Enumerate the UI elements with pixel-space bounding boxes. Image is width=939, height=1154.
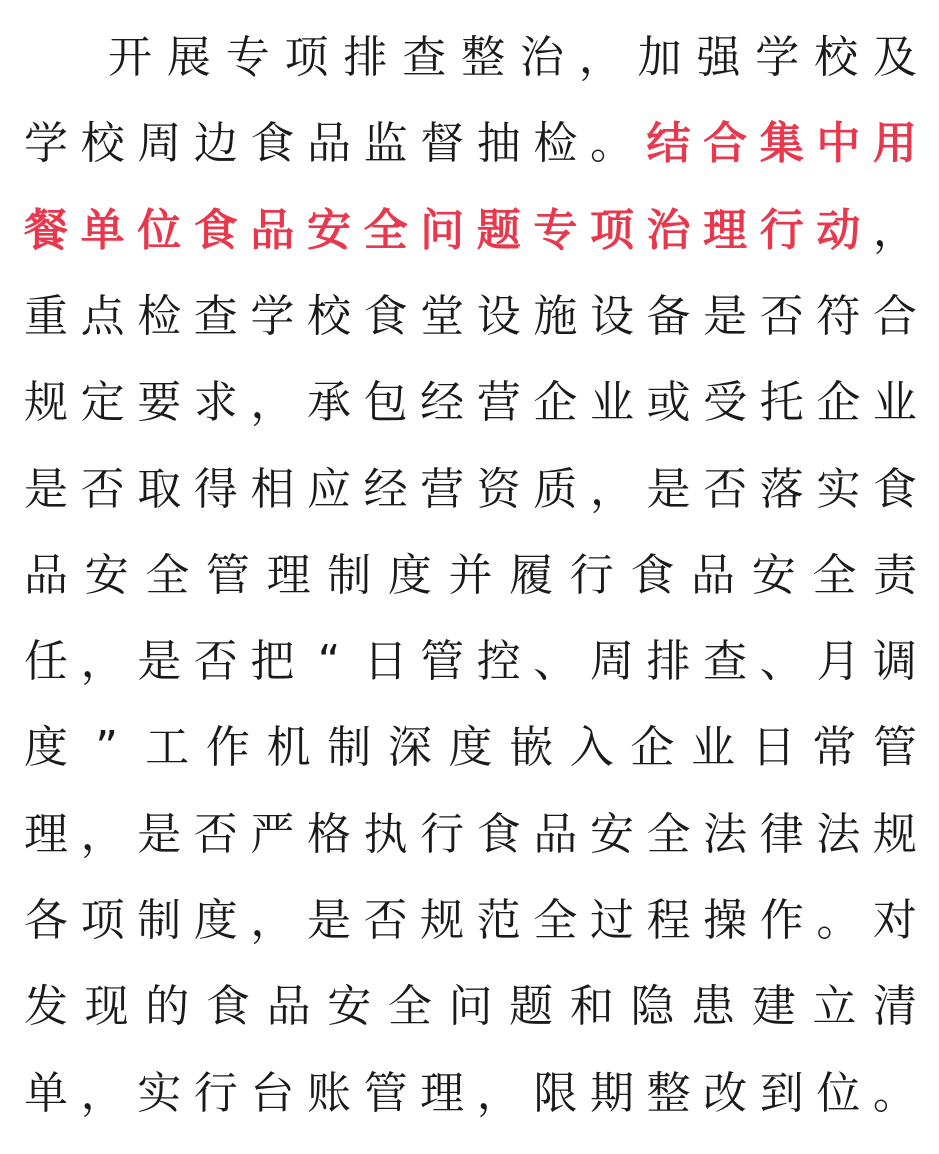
text-line: 理 ， 是 否 严 格 执 行 食 品 安 全 法 律 法 规: [24, 808, 917, 860]
text-line: 单 ， 实 行 台 账 管 理 ， 限 期 整 改 到 位 。: [24, 1067, 917, 1119]
text-line: 学 校 周 边 食 品 监 督 抽 检 。 结 合 集 中 用: [24, 118, 917, 170]
text-line: 品 安 全 管 理 制 度 并 履 行 食 品 安 全 责: [24, 549, 917, 601]
text-line: 规 定 要 求 ， 承 包 经 营 企 业 或 受 托 企 业: [24, 377, 917, 429]
text-line: 重 点 检 查 学 校 食 堂 设 施 设 备 是 否 符 合: [24, 290, 917, 342]
text-line: 发 现 的 食 品 安 全 问 题 和 隐 患 建 立 清: [24, 981, 917, 1033]
text-line: 各 项 制 度 ， 是 否 规 范 全 过 程 操 作 。 对: [24, 895, 917, 946]
text-line: 度 ” 工 作 机 制 深 度 嵌 入 企 业 日 常 管: [24, 722, 917, 774]
text-line: 是 否 取 得 相 应 经 营 资 质 ， 是 否 落 实 食: [24, 463, 917, 515]
text-line: 餐 单 位 食 品 安 全 问 题 专 项 治 理 行 动 ，: [24, 204, 917, 256]
text-line: 开 展 专 项 排 查 整 治 ， 加 强 学 校 及: [108, 32, 917, 83]
text-line: 任 ， 是 否 把 “ 日 管 控 、 周 排 查 、 月 调: [24, 636, 917, 688]
